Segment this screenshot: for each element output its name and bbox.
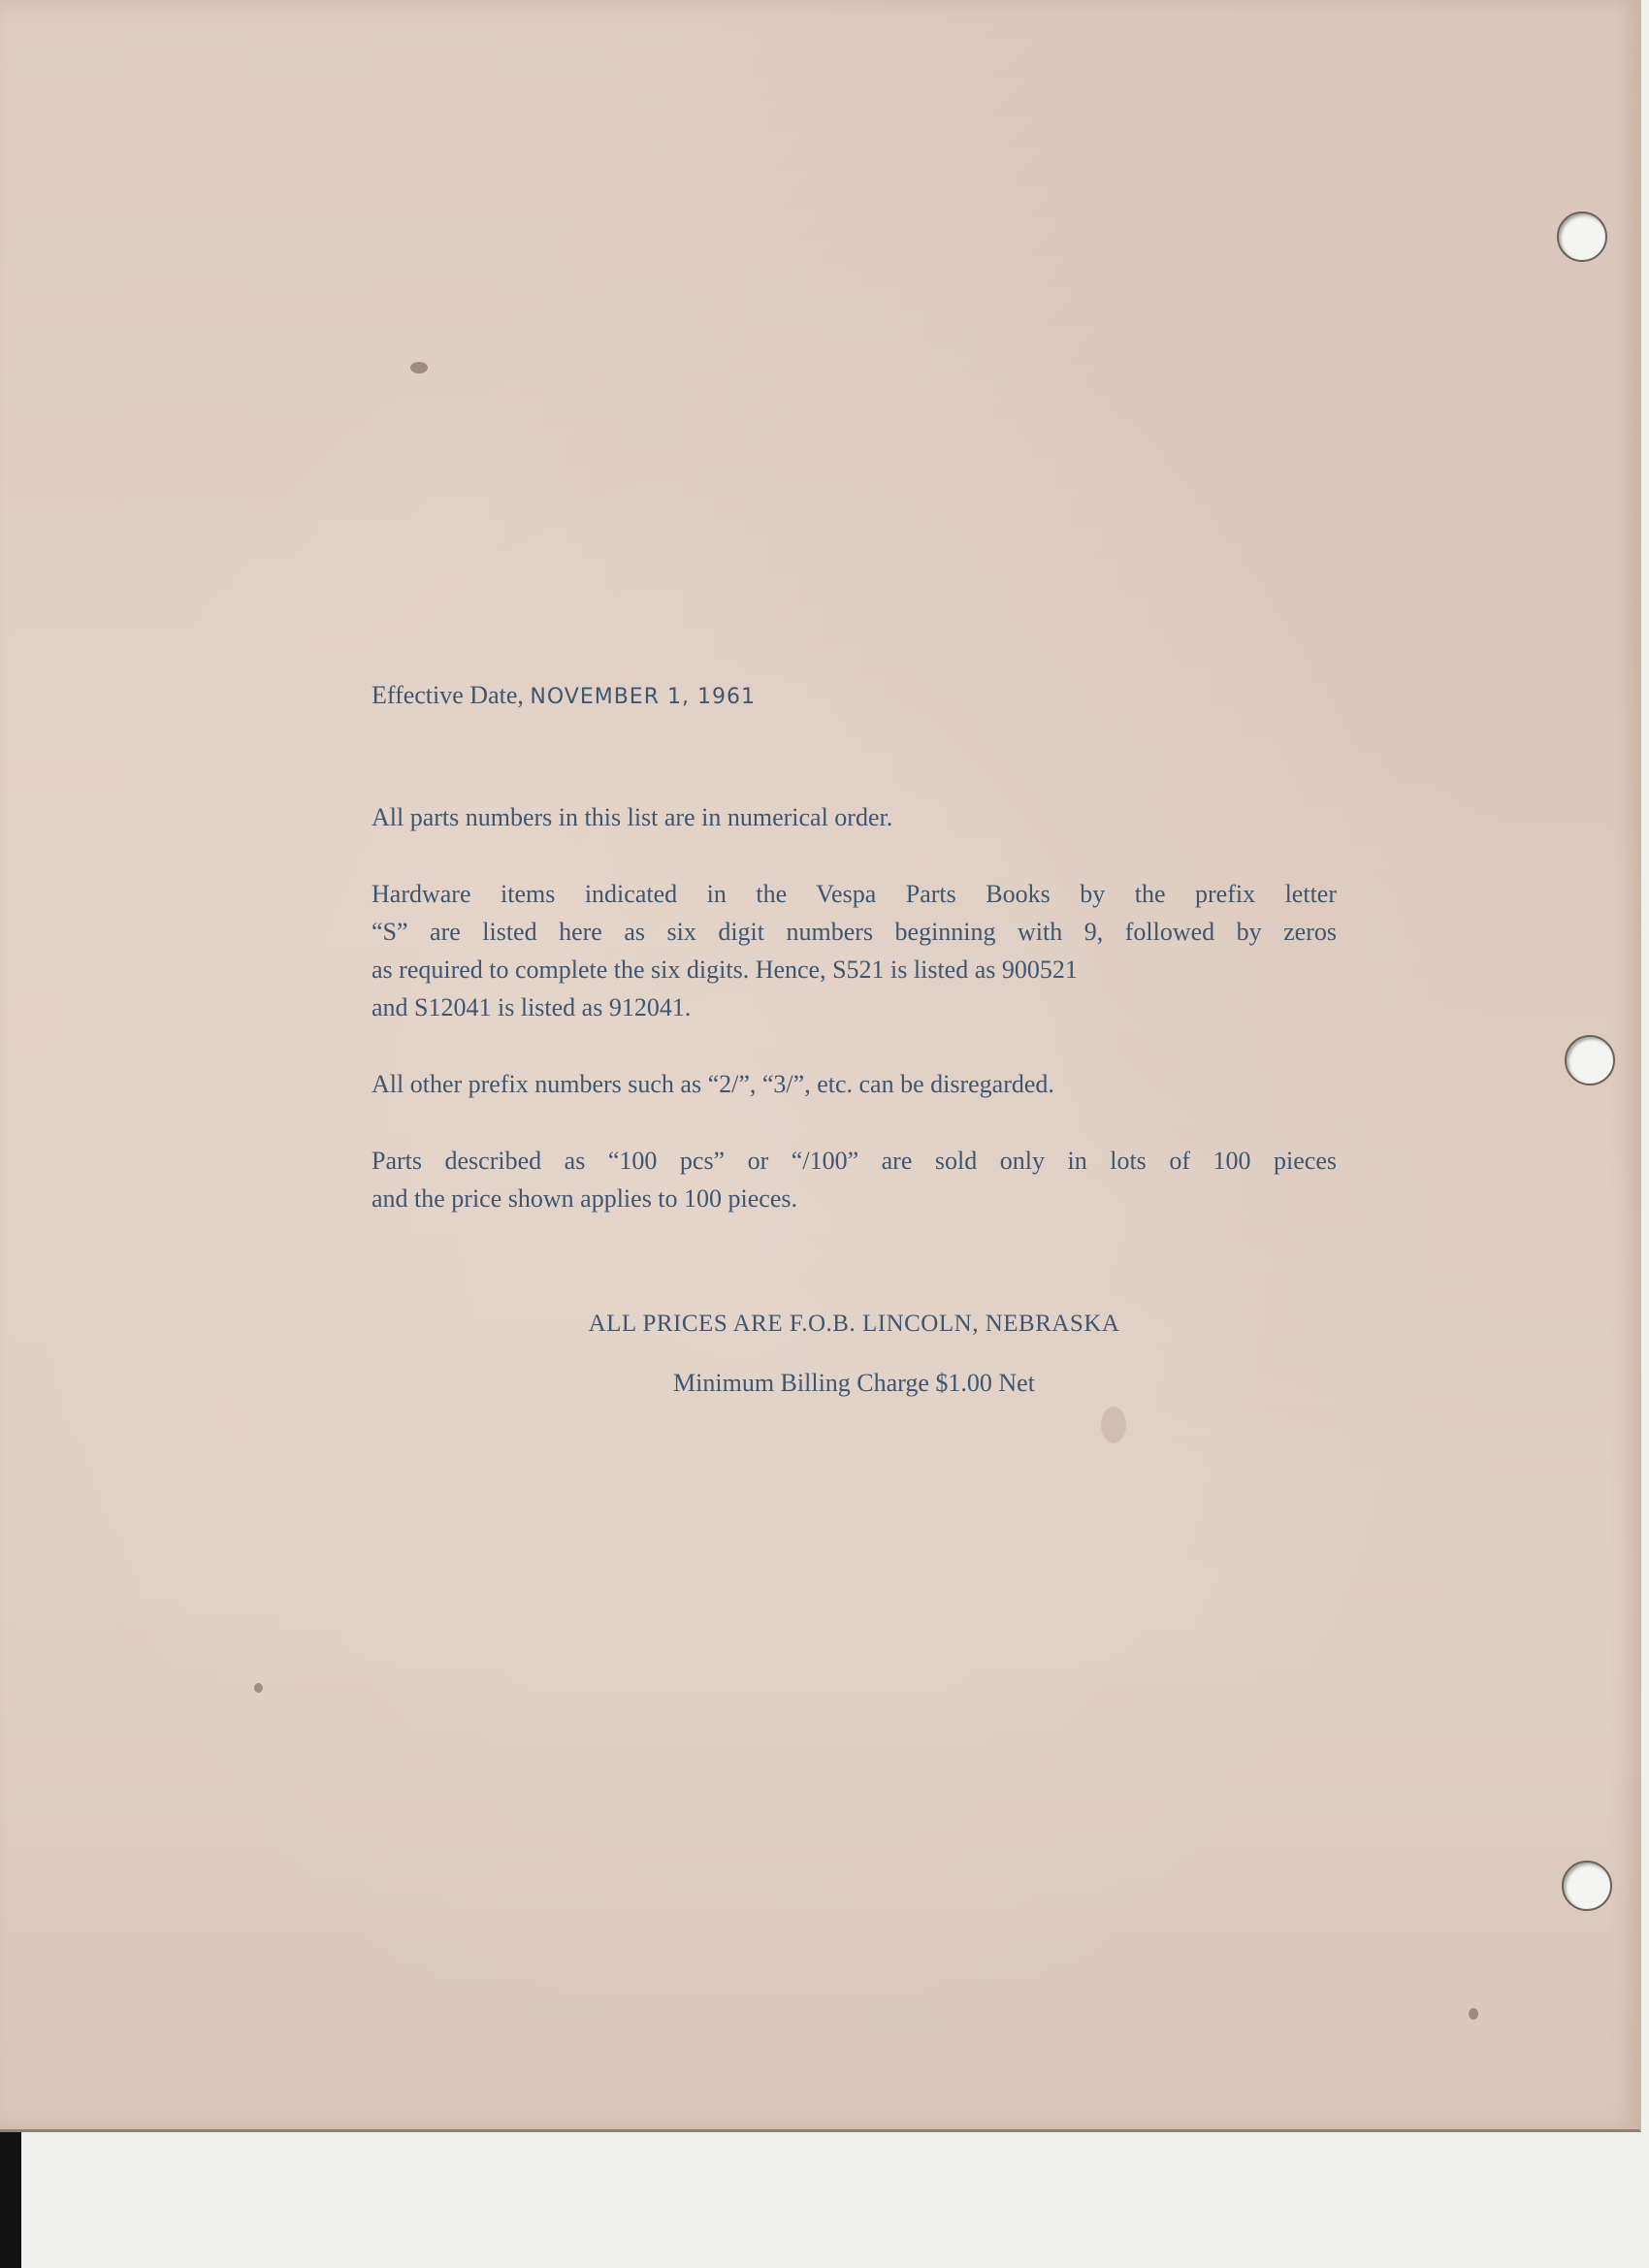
paragraph-line: “S” are listed here as six digit numbers beginning with 9, followed by zeros: [372, 918, 1337, 946]
paper-stain: [410, 362, 428, 373]
paragraph-hardware-items: [372, 875, 1337, 1026]
paper-stain: [1101, 1407, 1126, 1443]
fob-heading: ALL PRICES ARE F.O.B. LINCOLN, NEBRASKA: [588, 1311, 1120, 1337]
punch-hole-top: [1557, 211, 1607, 262]
effective-date-value: NOVEMBER 1, 1961: [530, 685, 756, 709]
paper-stain: [1469, 2008, 1478, 2020]
punch-hole-bottom: [1562, 1861, 1612, 1911]
paragraph-100-pieces: [372, 1142, 1337, 1217]
paragraph-line: Hardware items indicated in the Vespa Parts Books by the prefix letter: [372, 880, 1337, 908]
punch-hole-middle: [1565, 1035, 1615, 1085]
effective-date-label: Effective Date,: [372, 681, 524, 709]
paragraph-line: as required to complete the six digits. Hence, S521 is listed as 900521: [372, 956, 1078, 984]
minimum-billing-line: Minimum Billing Charge $1.00 Net: [673, 1369, 1035, 1397]
paragraph-numerical-order: All parts numbers in this list are in numerical order.: [372, 803, 893, 831]
paragraph-line: and the price shown applies to 100 pieces.: [372, 1184, 797, 1213]
paragraph-prefix-numbers: All other prefix numbers such as “2/”, “3/”, etc. can be disregarded.: [372, 1070, 1054, 1098]
paragraph-line: Parts described as “100 pcs” or “/100” are sold only in lots of 100 pieces: [372, 1147, 1337, 1175]
paragraph-line: and S12041 is listed as 912041.: [372, 993, 692, 1021]
effective-date-line: [372, 676, 756, 716]
paper-stain: [254, 1683, 263, 1693]
scan-dark-edge: [0, 2120, 21, 2268]
